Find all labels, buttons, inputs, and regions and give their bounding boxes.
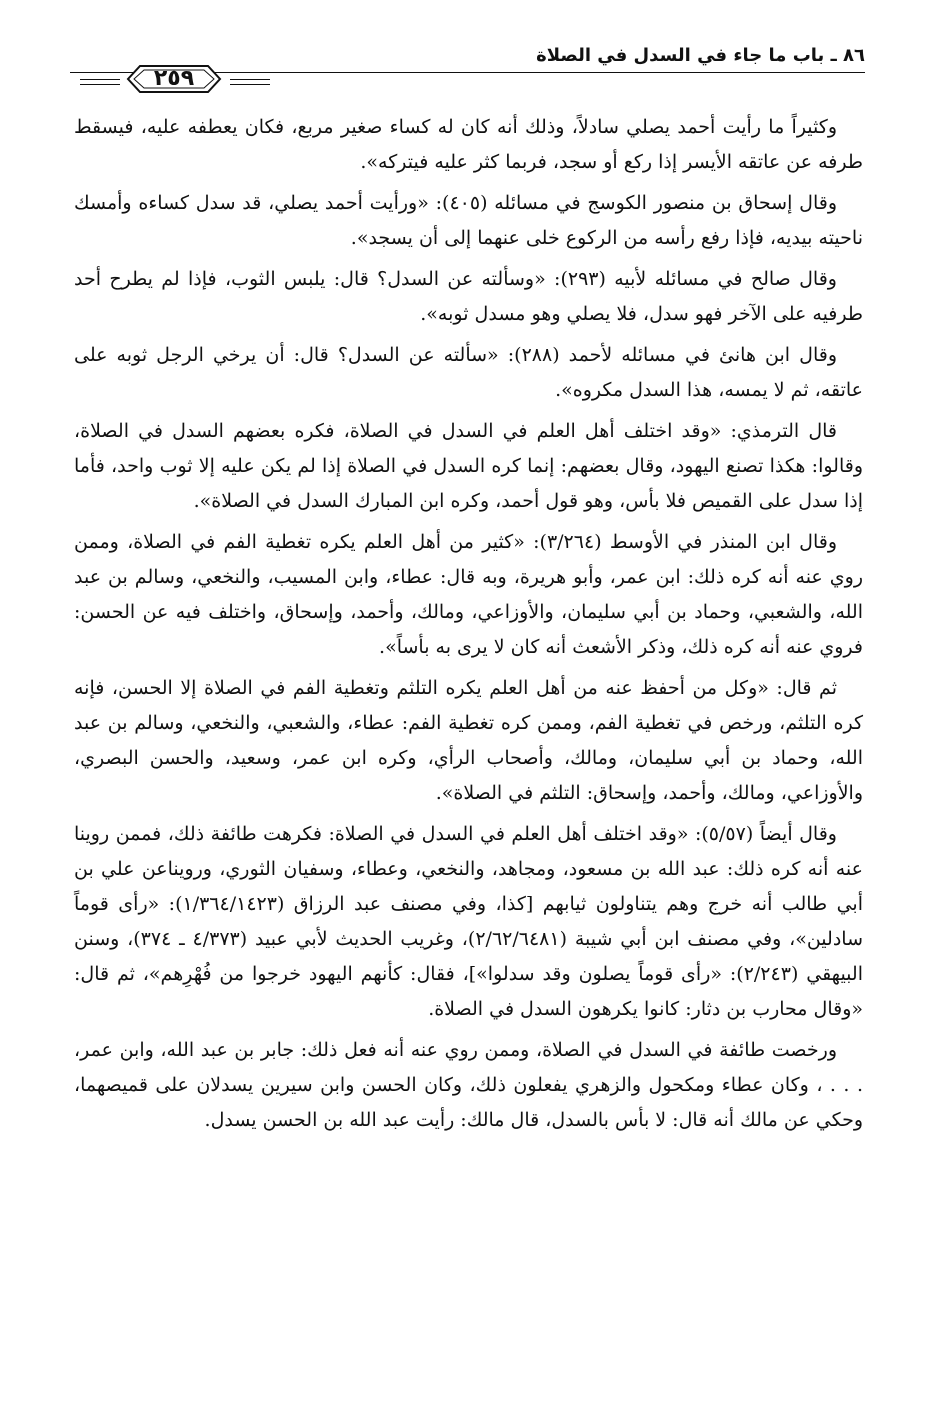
page-number-ornament [80,62,270,98]
paragraph: قال الترمذي: «وقد اختلف أهل العلم في السدل في الصلاة، فكره بعضهم السدل في الصلاة، وقالوا: هكذا تصنع اليهود، وقال بعضهم: إنما كره السدل في الصلاة إذا لم يكن عليه إلا ثوب واحد، فأما إذا سدل على القميص فلا بأس، وهو قول أحمد، وكره ابن المبارك السدل في الصلاة». [74,420,863,512]
page-number: ٢٥٩ [153,66,195,91]
paragraph: وكثيراً ما رأيت أحمد يصلي سادلاً، وذلك أنه كان له كساء صغير مربع، فكان يعطفه عليه، فيسقط طرفه عن عاتقه الأيسر إذا ركع أو سجد، فربما كثر عليه فيتركه». [74,116,863,173]
body-text [74,110,863,1144]
paragraph: وقال ابن هانئ في مسائله لأحمد (٢٨٨): «سألته عن السدل؟ قال: أن يرخي الرجل ثوبه على عاتقه، ثم لا يمسه، هذا السدل مكروه». [74,344,863,401]
page-number-badge [126,64,222,94]
paragraph: ثم قال: «وكل من أحفظ عنه من أهل العلم يكره التلثم وتغطية الفم في الصلاة إلا الحسن، فإنه كره التلثم، ورخص في تغطية الفم، وممن كره تغطية الفم: عطاء، والشعبي، والنخعي، وسالم بن عبد الله، وحماد بن أبي سليمان، ومالك، وأصحاب الرأي، وكره ابن عمر، وسعيد، والحسن البصري، والأوزاعي، ومالك، وأحمد، وإسحاق: التلثم في الصلاة». [74,677,863,804]
ornament-line-right [230,79,270,85]
paragraph: ورخصت طائفة في السدل في الصلاة، وممن روي عنه أنه فعل ذلك: جابر بن عبد الله، وابن عمر، . . . ، وكان عطاء ومكحول والزهري يفعلون ذلك، وكان الحسن وابن سيرين يسدلان على قميصهما، وحكي عن مالك أنه قال: لا بأس بالسدل، قال مالك: رأيت عبد الله بن الحسن يسدل. [74,1039,863,1131]
chapter-title: ٨٦ ـ باب ما جاء في السدل في الصلاة [536,45,865,66]
paragraph: وقال أيضاً (٥/٥٧): «وقد اختلف أهل العلم في السدل في الصلاة: فكرهت طائفة ذلك، فممن روينا عنه أنه كره ذلك: عبد الله بن مسعود، ومجاهد، والنخعي، وعطاء، وسفيان الثوري، ورويناعن علي بن أبي طالب أنه خرج وهم يتناولون ثيابهم [كذا، وفي مصنف عبد الرزاق (١/٣٦٤/١٤٢٣): «رأى قوماً سادلين»، وفي مصنف ابن أبي شيبة (٢/٦٢/٦٤٨١)، وغريب الحديث لأبي عبيد (٤/٣٧٣ ـ ٣٧٤)، وسنن البيهقي (٢/٢٤٣): «رأى قوماً يصلون وقد سدلوا»]، فقال: كأنهم اليهود خرجوا من فُهْرِهم»، ثم قال: «وقال محارب بن دثار: كانوا يكرهون السدل في الصلاة. [74,823,863,1020]
paragraph: وقال صالح في مسائله لأبيه (٢٩٣): «وسألته عن السدل؟ قال: يلبس الثوب، فإذا لم يطرح أحد طرفيه على الآخر فهو سدل، فلا يصلي وهو مسدل ثوبه». [74,268,863,325]
page-header [70,44,865,100]
paragraph: وقال إسحاق بن منصور الكوسج في مسائله (٤٠٥): «ورأيت أحمد يصلي، قد سدل كساءه وأمسك ناحيته بيديه، فإذا رفع رأسه من الركوع خلى عنهما إلى أن يسجد». [74,192,863,249]
paragraph: وقال ابن المنذر في الأوسط (٣/٢٦٤): «كثير من أهل العلم يكره تغطية الفم في الصلاة، وممن روي عنه أنه كره ذلك: ابن عمر، وأبو هريرة، وبه قال: عطاء، وابن المسيب، والنخعي، وسالم بن عبد الله، والشعبي، وحماد بن أبي سليمان، والأوزاعي، ومالك، وأحمد، وإسحاق، واختلف فيه عن الحسن: فروي عنه أنه كره ذلك، وذكر الأشعث أنه كان لا يرى به بأساً». [74,531,863,658]
ornament-line-left [80,79,120,85]
